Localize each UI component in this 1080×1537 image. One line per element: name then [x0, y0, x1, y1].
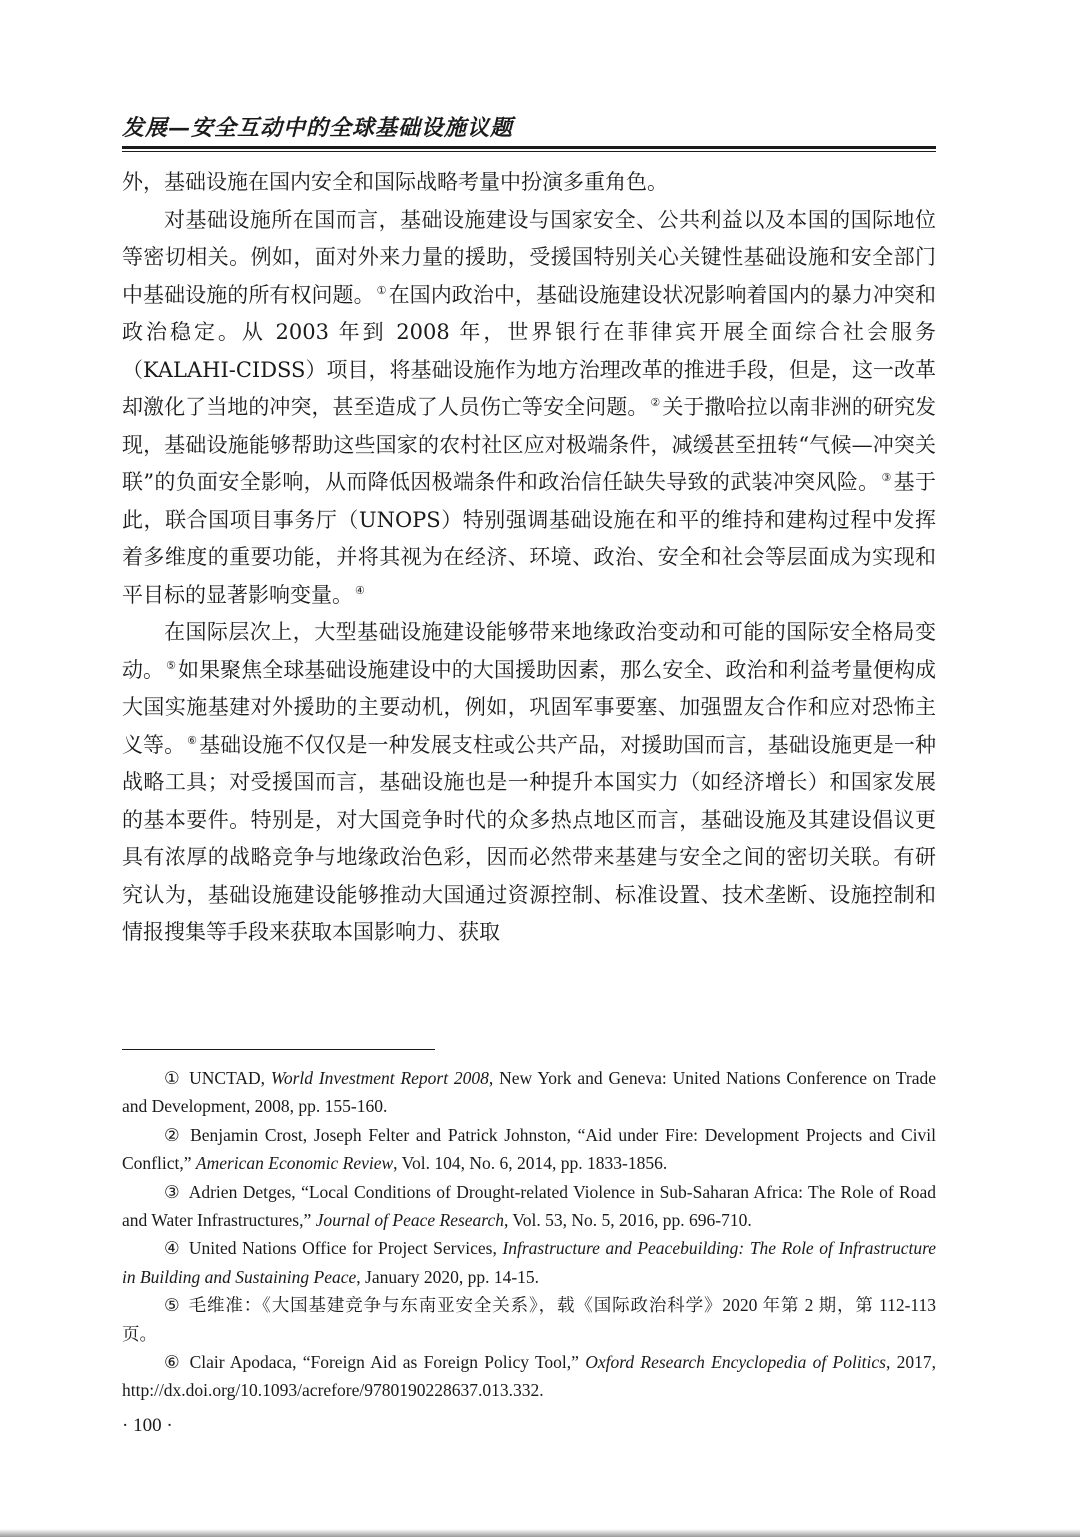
page-number: · 100 ·	[122, 1415, 173, 1436]
footnote-text: , New York and Geneva: United Nations Conference on Trade and Development, 2008, pp. 155-160.	[122, 1068, 936, 1117]
page-edge-shadow	[0, 1529, 1080, 1537]
footnote-marker: ⑥	[164, 1352, 182, 1373]
running-header	[122, 112, 936, 152]
body-paragraph	[122, 614, 936, 952]
body-text-run: 在国际层次上，大型基础设施建设能够带来地缘政治变动和可能的国际安全格局变动。	[122, 620, 936, 682]
footnote-text: , January 2020, pp. 14-15.	[356, 1266, 540, 1287]
footnotes	[122, 1064, 936, 1405]
footnote-marker: ⑤	[164, 1295, 181, 1316]
footnote-text: , 2017, http://dx.doi.org/10.1093/acrefore/9780190228637.013.332.	[122, 1352, 937, 1401]
footnote-title: Oxford Research Encyclopedia of Politics	[585, 1352, 886, 1373]
footnote	[122, 1121, 936, 1178]
footnote-separator	[122, 1049, 435, 1050]
footnote	[122, 1348, 936, 1405]
body-text-run: 外，基础设施在国内安全和国际战略考量中扮演多重角色。	[122, 170, 668, 194]
footnote	[122, 1234, 936, 1291]
footnote-marker: ②	[164, 1124, 183, 1145]
footnote-reference[interactable]: ①	[376, 283, 387, 297]
body-text-run: 对基础设施所在国而言，基础设施建设与国家安全、公共利益以及本国的国际地位等密切相关。例如，面对外来力量的援助，受援国特别关心关键性基础设施和安全部门中基础设施的所有权问题。	[122, 207, 936, 307]
body-text-run: 如果聚焦全球基础设施建设中的大国援助因素，那么安全、政治和利益考量便构成大国实施基建对外援助的主要动机，例如，巩固军事要塞、加强盟友合作和应对恐怖主义等。	[122, 657, 937, 757]
body-text	[122, 164, 936, 952]
footnote-text: Benjamin Crost, Joseph Felter and Patrick Johnston, “Aid under Fire: Development Projects and Civil Conflict,”	[122, 1124, 936, 1174]
header-rule-thick	[122, 146, 936, 149]
footnote-text: , Vol. 53, No. 5, 2016, pp. 696-710.	[503, 1210, 752, 1231]
footnote	[122, 1064, 936, 1121]
footnote-text: UNCTAD,	[189, 1068, 271, 1088]
body-text-run: 基础设施不仅仅是一种发展支柱或公共产品，对援助国而言，基础设施更是一种战略工具；对受援国而言，基础设施也是一种提升本国实力（如经济增长）和国家发展的基本要件。特别是，对大国竞争时代的众多热点地区而言，基础设施及其建设倡议更具有浓厚的战略竞争与地缘政治色彩，因而必然带来基建与安全之间的密切关联。有研究认为，基础设施建设能够推动大国通过资源控制、标准设置、技术垄断、设施控制和情报搜集等手段来获取本国影响力、获取	[122, 732, 936, 944]
body-paragraph	[122, 202, 936, 615]
footnote-text: Clair Apodaca, “Foreign Aid as Foreign Policy Tool,”	[189, 1352, 586, 1373]
footnote-reference[interactable]: ⑥	[187, 733, 198, 747]
body-text-run: 关于撒哈拉以南非洲的研究发现，基础设施能够帮助这些国家的农村社区应对极端条件，减缓甚至扭转“气候—冲突关联”的负面安全影响，从而降低因极端条件和政治信任缺失导致的武装冲突风险。	[122, 395, 936, 494]
footnote-reference[interactable]: ④	[355, 583, 365, 597]
footnote-reference[interactable]: ⑤	[166, 658, 177, 672]
footnote-text: Adrien Detges, “Local Conditions of Drought-related Violence in Sub-Saharan Africa: The Role of Road and Water Infrastructures,”	[122, 1181, 936, 1231]
body-text-run: 基于此，联合国项目事务厅（UNOPS）特别强调基础设施在和平的维持和建构过程中发挥着多维度的重要功能，并将其视为在经济、环境、政治、安全和社会等层面成为实现和平目标的显著影响变量。	[122, 470, 936, 607]
header-rule-thin	[122, 151, 936, 152]
footnote-marker: ④	[164, 1238, 181, 1259]
body-paragraph	[122, 164, 936, 202]
footnote-title: Infrastructure and Peacebuilding: The Role of Infrastructure in Building and Sustaining Peace	[122, 1238, 936, 1287]
footnote-text: 毛维准：《大国基建竞争与东南亚安全关系》，载《国际政治科学》2020 年第 2 期，第 112-113 页。	[122, 1295, 936, 1344]
footnote-text: United Nations Office for Project Services,	[188, 1238, 503, 1259]
footnote	[122, 1291, 936, 1348]
footnote-marker: ③	[164, 1181, 181, 1202]
footnote-marker: ①	[164, 1068, 182, 1088]
footnote-title: American Economic Review	[195, 1153, 394, 1174]
footnote-reference[interactable]: ③	[881, 471, 892, 484]
footnote-title: Journal of Peace Research	[315, 1210, 504, 1231]
footnote-text: , Vol. 104, No. 6, 2014, pp. 1833-1856.	[393, 1153, 668, 1174]
footnote-reference[interactable]: ②	[650, 396, 661, 409]
footnote	[122, 1178, 936, 1235]
footnote-title: World Investment Report 2008	[270, 1068, 489, 1088]
running-title: 发展—安全互动中的全球基础设施议题	[122, 115, 514, 141]
body-text-run: 在国内政治中，基础设施建设状况影响着国内的暴力冲突和政治稳定。从 2003 年到 2008 年，世界银行在菲律宾开展全面综合社会服务（KALAHI-CIDSS）项目，将基础设施作为地方治理改革的推进手段，但是，这一改革却激化了当地的冲突，甚至造成了人员伤亡等安全问题。	[122, 282, 936, 419]
